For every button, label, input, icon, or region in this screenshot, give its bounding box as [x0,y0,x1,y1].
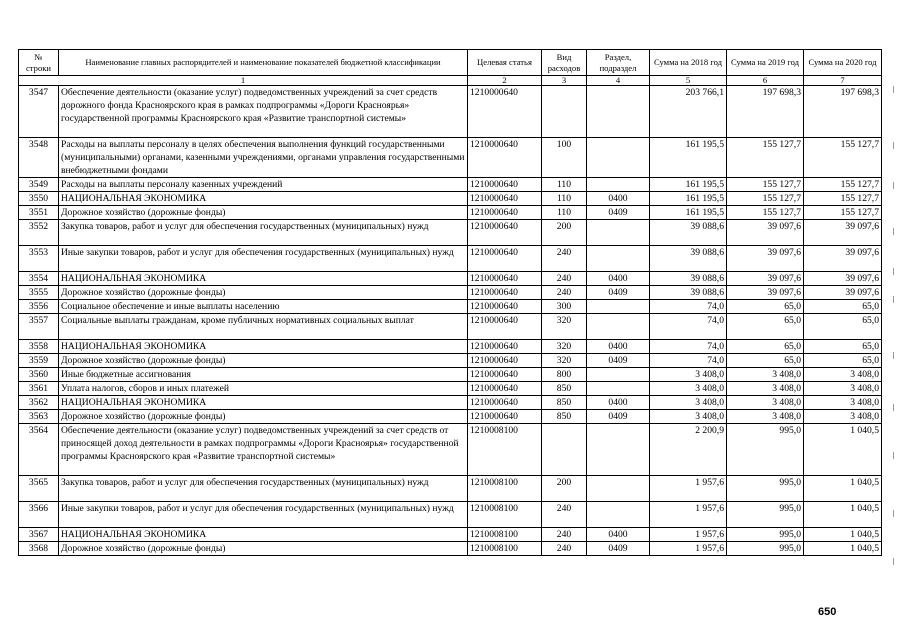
row-expense-type: 850 [542,396,587,410]
row-section [587,138,650,178]
row-number: 3568 [19,542,59,556]
row-sum-2018: 39 088,6 [650,246,727,272]
row-name: Обеспечение деятельности (оказание услуг) подведомственных учреждений за счет средств от приносящей доход деятельности в рамках подпрограммы «Дороги Красноярья» государственной программы Красноярского края «Развитие транспортной системы» [59,424,468,476]
row-section: 0400 [587,340,650,354]
row-sum-2018: 74,0 [650,314,727,340]
row-expense-type: 240 [542,542,587,556]
row-target-article: 1210000640 [468,410,542,424]
table-row [19,410,882,424]
row-number: 3562 [19,396,59,410]
row-sum-2018: 1 957,6 [650,542,727,556]
row-sum-2018: 1 957,6 [650,528,727,542]
row-sum-2018: 161 195,5 [650,192,727,206]
row-sum-2019: 3 408,0 [727,396,804,410]
colnum-3: 3 [542,76,587,86]
row-expense-type: 850 [542,382,587,396]
row-sum-2020: 3 408,0 [804,410,882,424]
row-section: 0409 [587,206,650,220]
row-section [587,368,650,382]
row-section: 0409 [587,410,650,424]
row-target-article: 1210008100 [468,528,542,542]
row-name: Социальное обеспечение и иные выплаты населению [59,300,468,314]
row-expense-type: 320 [542,314,587,340]
row-number: 3553 [19,246,59,272]
row-name: НАЦИОНАЛЬНАЯ ЭКОНОМИКА [59,396,468,410]
row-target-article: 1210000640 [468,206,542,220]
row-sum-2018: 3 408,0 [650,382,727,396]
margin-mark [893,182,894,189]
row-sum-2020: 39 097,6 [804,272,882,286]
row-section: 0409 [587,354,650,368]
row-sum-2020: 155 127,7 [804,178,882,192]
row-target-article: 1210000640 [468,354,542,368]
page-number: 650 [818,606,837,618]
table-row [19,396,882,410]
colnum-7: 7 [804,76,882,86]
row-section: 0400 [587,192,650,206]
row-expense-type: 850 [542,410,587,424]
row-expense-type: 200 [542,220,587,246]
row-section [587,246,650,272]
header-row [19,50,882,76]
table-row [19,220,882,246]
row-target-article: 1210008100 [468,424,542,476]
row-sum-2020: 1 040,5 [804,542,882,556]
margin-mark [893,268,894,275]
row-sum-2019: 3 408,0 [727,368,804,382]
header-expense-type: Вид расходов [542,50,587,76]
table-row [19,272,882,286]
margin-mark [893,228,894,235]
row-sum-2019: 995,0 [727,476,804,502]
margin-mark [893,352,894,359]
row-sum-2020: 65,0 [804,340,882,354]
row-expense-type: 240 [542,286,587,300]
row-expense-type: 240 [542,246,587,272]
row-section: 0400 [587,396,650,410]
row-target-article: 1210008100 [468,542,542,556]
row-sum-2018: 203 766,1 [650,86,727,138]
row-expense-type: 110 [542,178,587,192]
row-section [587,476,650,502]
row-number: 3567 [19,528,59,542]
row-target-article: 1210008100 [468,476,542,502]
row-sum-2018: 3 408,0 [650,368,727,382]
row-name: Дорожное хозяйство (дорожные фонды) [59,542,468,556]
row-sum-2019: 39 097,6 [727,220,804,246]
row-sum-2020: 155 127,7 [804,192,882,206]
row-expense-type: 110 [542,206,587,220]
row-target-article: 1210000640 [468,246,542,272]
row-sum-2019: 155 127,7 [727,206,804,220]
row-expense-type: 320 [542,354,587,368]
row-section [587,178,650,192]
margin-mark [893,558,894,565]
table-row [19,542,882,556]
row-sum-2019: 65,0 [727,300,804,314]
row-number: 3550 [19,192,59,206]
row-name: Уплата налогов, сборов и иных платежей [59,382,468,396]
header-name: Наименование главных распорядителей и наименование показателей бюджетной классификации [59,50,468,76]
row-number: 3552 [19,220,59,246]
row-target-article: 1210000640 [468,178,542,192]
row-sum-2018: 161 195,5 [650,138,727,178]
row-section [587,314,650,340]
row-target-article: 1210000640 [468,340,542,354]
row-name: НАЦИОНАЛЬНАЯ ЭКОНОМИКА [59,272,468,286]
row-sum-2019: 65,0 [727,314,804,340]
row-sum-2018: 161 195,5 [650,178,727,192]
row-sum-2020: 155 127,7 [804,138,882,178]
row-sum-2020: 155 127,7 [804,206,882,220]
table-row [19,502,882,528]
row-expense-type: 240 [542,502,587,528]
row-target-article: 1210000640 [468,368,542,382]
table-row [19,300,882,314]
header-target-article: Целевая статья [468,50,542,76]
table-row [19,476,882,502]
row-sum-2018: 39 088,6 [650,220,727,246]
table-row [19,424,882,476]
table-row [19,286,882,300]
row-target-article: 1210000640 [468,314,542,340]
row-sum-2020: 39 097,6 [804,246,882,272]
colnum-1: 1 [19,76,468,86]
row-sum-2020: 65,0 [804,300,882,314]
row-target-article: 1210000640 [468,138,542,178]
row-sum-2018: 74,0 [650,340,727,354]
row-sum-2018: 39 088,6 [650,272,727,286]
row-sum-2020: 3 408,0 [804,382,882,396]
row-number: 3548 [19,138,59,178]
table-row [19,368,882,382]
row-sum-2020: 1 040,5 [804,502,882,528]
row-sum-2019: 155 127,7 [727,178,804,192]
row-name: Дорожное хозяйство (дорожные фонды) [59,206,468,220]
row-sum-2018: 3 408,0 [650,410,727,424]
row-name: Закупка товаров, работ и услуг для обеспечения государственных (муниципальных) нужд [59,220,468,246]
row-section: 0400 [587,528,650,542]
row-sum-2019: 155 127,7 [727,138,804,178]
row-expense-type: 240 [542,272,587,286]
row-sum-2018: 1 957,6 [650,502,727,528]
row-expense-type [542,424,587,476]
row-sum-2020: 1 040,5 [804,528,882,542]
row-name: Расходы на выплаты персоналу казенных учреждений [59,178,468,192]
row-name: Дорожное хозяйство (дорожные фонды) [59,410,468,424]
colnum-2: 2 [468,76,542,86]
row-sum-2020: 3 408,0 [804,368,882,382]
row-number: 3566 [19,502,59,528]
row-target-article: 1210000640 [468,396,542,410]
row-sum-2019: 3 408,0 [727,410,804,424]
row-sum-2020: 65,0 [804,314,882,340]
row-expense-type: 200 [542,476,587,502]
row-name: Иные закупки товаров, работ и услуг для обеспечения государственных (муниципальных) нужд [59,502,468,528]
row-sum-2020: 1 040,5 [804,424,882,476]
table-row [19,178,882,192]
row-name: НАЦИОНАЛЬНАЯ ЭКОНОМИКА [59,528,468,542]
row-section [587,220,650,246]
row-target-article: 1210000640 [468,300,542,314]
margin-mark [893,452,894,459]
row-sum-2019: 995,0 [727,528,804,542]
row-expense-type: 110 [542,192,587,206]
row-expense-type: 300 [542,300,587,314]
header-sum-2020: Сумма на 2020 год [804,50,882,76]
row-expense-type: 100 [542,138,587,178]
colnum-4: 4 [587,76,650,86]
table-row [19,246,882,272]
header-row-number: № строки [19,50,59,76]
row-sum-2020: 1 040,5 [804,476,882,502]
row-sum-2018: 3 408,0 [650,396,727,410]
row-name: Расходы на выплаты персоналу в целях обеспечения выполнения функций государственными (муниципальными) органами, казенными учреждениями, органами управления государственными внебюджетными фондами [59,138,468,178]
budget-table [18,49,882,556]
table-row [19,340,882,354]
row-sum-2020: 197 698,3 [804,86,882,138]
margin-mark [893,86,894,93]
row-number: 3551 [19,206,59,220]
row-sum-2018: 39 088,6 [650,286,727,300]
row-target-article: 1210000640 [468,382,542,396]
row-name: Дорожное хозяйство (дорожные фонды) [59,354,468,368]
row-sum-2019: 197 698,3 [727,86,804,138]
row-sum-2019: 995,0 [727,542,804,556]
row-sum-2019: 65,0 [727,354,804,368]
row-section [587,86,650,138]
table-row [19,382,882,396]
row-name: Иные закупки товаров, работ и услуг для обеспечения государственных (муниципальных) нужд [59,246,468,272]
row-target-article: 1210000640 [468,86,542,138]
table-row [19,354,882,368]
row-name: Дорожное хозяйство (дорожные фонды) [59,286,468,300]
row-number: 3555 [19,286,59,300]
row-number: 3558 [19,340,59,354]
table-row [19,314,882,340]
row-sum-2019: 995,0 [727,502,804,528]
row-number: 3556 [19,300,59,314]
row-sum-2019: 995,0 [727,424,804,476]
row-sum-2018: 2 200,9 [650,424,727,476]
row-section [587,300,650,314]
row-expense-type [542,86,587,138]
row-sum-2018: 161 195,5 [650,206,727,220]
colnum-5: 5 [650,76,727,86]
margin-mark [893,142,894,149]
row-sum-2020: 3 408,0 [804,396,882,410]
row-target-article: 1210008100 [468,502,542,528]
row-sum-2018: 74,0 [650,300,727,314]
row-sum-2018: 74,0 [650,354,727,368]
row-number: 3549 [19,178,59,192]
row-name: Иные бюджетные ассигнования [59,368,468,382]
row-name: Обеспечение деятельности (оказание услуг) подведомственных учреждений за счет средств дорожного фонда Красноярского края в рамках подпрограммы «Дороги Красноярья» государственной программы Красноярского края «Развитие транспортной системы» [59,86,468,138]
header-section: Раздел, подраздел [587,50,650,76]
row-sum-2019: 65,0 [727,340,804,354]
row-sum-2019: 39 097,6 [727,246,804,272]
row-number: 3554 [19,272,59,286]
row-expense-type: 240 [542,528,587,542]
row-target-article: 1210000640 [468,220,542,246]
row-name: Закупка товаров, работ и услуг для обеспечения государственных (муниципальных) нужд [59,476,468,502]
row-number: 3547 [19,86,59,138]
row-sum-2019: 155 127,7 [727,192,804,206]
margin-mark [893,510,894,517]
row-sum-2020: 39 097,6 [804,286,882,300]
table-row [19,138,882,178]
row-sum-2020: 65,0 [804,354,882,368]
header-sum-2019: Сумма на 2019 год [727,50,804,76]
row-number: 3565 [19,476,59,502]
row-sum-2019: 39 097,6 [727,272,804,286]
row-target-article: 1210000640 [468,286,542,300]
table-row [19,206,882,220]
row-name: НАЦИОНАЛЬНАЯ ЭКОНОМИКА [59,340,468,354]
row-sum-2019: 3 408,0 [727,382,804,396]
row-expense-type: 800 [542,368,587,382]
margin-mark [893,296,894,303]
row-number: 3560 [19,368,59,382]
table-row [19,528,882,542]
row-section [587,502,650,528]
row-name: Социальные выплаты гражданам, кроме публичных нормативных социальных выплат [59,314,468,340]
row-section [587,424,650,476]
row-target-article: 1210000640 [468,272,542,286]
row-expense-type: 320 [542,340,587,354]
row-section [587,382,650,396]
row-number: 3557 [19,314,59,340]
header-sum-2018: Сумма на 2018 год [650,50,727,76]
row-section: 0409 [587,542,650,556]
row-number: 3564 [19,424,59,476]
colnum-6: 6 [727,76,804,86]
row-sum-2019: 39 097,6 [727,286,804,300]
row-name: НАЦИОНАЛЬНАЯ ЭКОНОМИКА [59,192,468,206]
row-section: 0409 [587,286,650,300]
row-section: 0400 [587,272,650,286]
row-number: 3559 [19,354,59,368]
row-sum-2020: 39 097,6 [804,220,882,246]
row-number: 3563 [19,410,59,424]
row-sum-2018: 1 957,6 [650,476,727,502]
table-row [19,192,882,206]
column-numbers-row [19,76,882,86]
table-row [19,86,882,138]
row-number: 3561 [19,382,59,396]
row-target-article: 1210000640 [468,192,542,206]
margin-mark [893,404,894,411]
